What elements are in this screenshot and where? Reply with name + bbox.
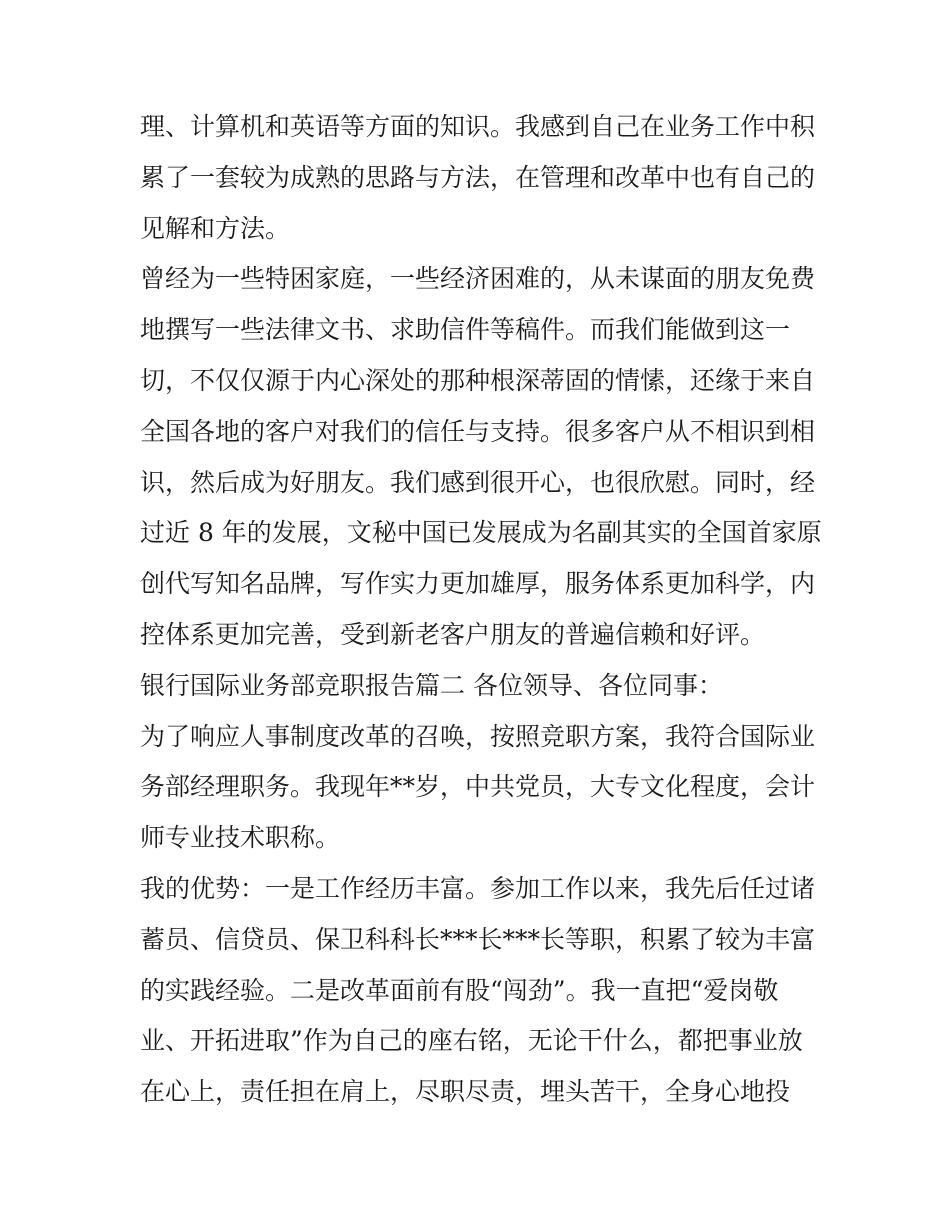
text-line: 师专业技术职称。 xyxy=(140,823,341,853)
text-line: 在心上，责任担在肩上，尽职尽责，埋头苦干，全身心地投 xyxy=(140,1077,791,1107)
text-line: 我的优势：一是工作经历丰富。参加工作以来，我先后任过诸 xyxy=(140,873,816,903)
text-line: 识，然后成为好朋友。我们感到很开心，也很欣慰。同时，经 xyxy=(140,467,816,497)
text-line: 切，不仅仅源于内心深处的那种根深蒂固的情愫，还缘于来自 xyxy=(140,365,816,395)
text-line: 理、计算机和英语等方面的知识。我感到自己在业务工作中积 xyxy=(140,112,816,141)
text-line: 为了响应人事制度改革的召唤，按照竞职方案，我符合国际业 xyxy=(140,721,816,751)
text-line: 业、开拓进取”作为自己的座右铭，无论干什么，都把事业放 xyxy=(140,1026,803,1056)
section-heading-line: 银行国际业务部竞职报告篇二 各位领导、各位同事： xyxy=(140,670,723,700)
text-line: 全国各地的客户对我们的信任与支持。很多客户从不相识到相 xyxy=(140,416,816,446)
text-line: 过近 8 年的发展，文秘中国已发展成为名副其实的全国首家原 xyxy=(140,518,822,548)
document-body xyxy=(140,102,820,1118)
text-line: 控体系更加完善，受到新老客户朋友的普遍信赖和好评。 xyxy=(140,619,766,649)
text-line: 累了一套较为成熟的思路与方法，在管理和改革中也有自己的 xyxy=(140,162,816,192)
text-line: 务部经理职务。我现年**岁，中共党员，大专文化程度，会计 xyxy=(140,772,816,802)
text-line: 的实践经验。二是改革面前有股“闯劲”。我一直把“爱岗敬 xyxy=(140,975,779,1005)
text-line: 创代写知名品牌，写作实力更加雄厚，服务体系更加科学，内 xyxy=(140,569,816,599)
text-line: 曾经为一些特困家庭，一些经济困难的，从未谋面的朋友免费 xyxy=(140,264,816,294)
text-line: 蓄员、信贷员、保卫科科长***长***长等职，积累了较为丰富 xyxy=(140,924,816,954)
text-line: 地撰写一些法律文书、求助信件等稿件。而我们能做到这一 xyxy=(140,315,791,345)
text-line: 见解和方法。 xyxy=(140,213,291,243)
